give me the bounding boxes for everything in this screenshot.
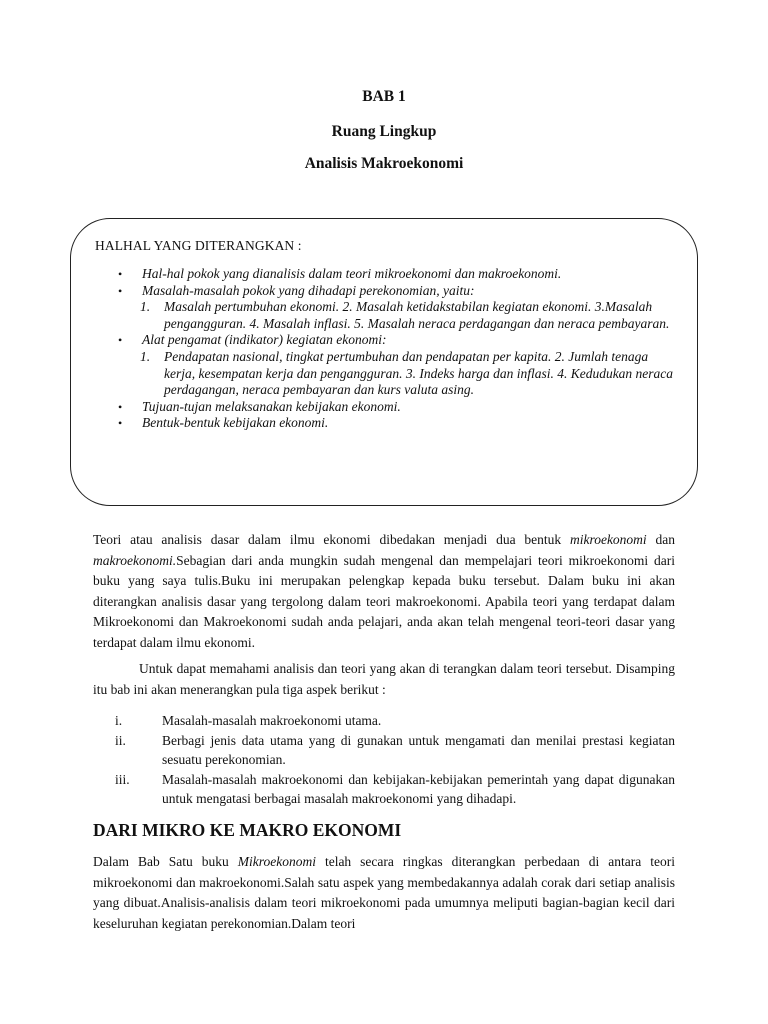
bullet-text: Masalah-masalah pokok yang dihadapi perekonomian, yaitu: <box>142 282 475 298</box>
bullet-icon: • <box>118 416 123 431</box>
bullet-item <box>118 332 674 349</box>
bullet-item <box>118 283 674 300</box>
summary-bullet-list <box>118 266 674 432</box>
sub-item-number: 1. <box>140 299 151 315</box>
bullet-text: Tujuan-tujan melaksanakan kebijakan ekonomi. <box>142 398 401 414</box>
bullet-item <box>118 415 674 432</box>
roman-list-item <box>93 731 675 770</box>
aspects-intro-paragraph: Untuk dapat memahami analisis dan teori yang akan di terangkan dalam teori tersebut. Disamping itu bab ini akan menerangkan pula tiga aspek berikut : <box>93 661 675 697</box>
sub-item-text: Masalah pertumbuhan ekonomi. 2. Masalah ketidakstabilan kegiatan ekonomi. 3.Masalah pengangguran. 4. Masalah inflasi. 5. Masalah neraca perdagangan dan neraca pembayaran. <box>164 299 670 331</box>
text-run: dan <box>646 532 675 547</box>
section-paragraph <box>93 852 675 934</box>
roman-list-item <box>93 711 675 731</box>
italic-term: makroekonomi. <box>93 552 177 568</box>
bullet-text: Bentuk-bentuk kebijakan ekonomi. <box>142 415 329 431</box>
bullet-icon: • <box>118 333 123 348</box>
text-run: telah secara ringkas diterangkan perbedaan di antara teori mikroekonomi dan makroekonomi.Salah satu aspek yang membedakannya adalah corak dari setiap analisis yang dibuat.Analisis-analisis dalam teori mikroekonomi pada umumnya meliputi bagian-bagian kecil dari keseluruhan kegiatan perekonomian.Dalam teori <box>93 854 676 931</box>
roman-numeral: ii. <box>115 732 126 748</box>
sub-item-text: Pendapatan nasional, tingkat pertumbuhan dan pendapatan per kapita. 2. Jumlah tenaga kerja, kesempatan kerja dan pengangguran. 3. Indeks harga dan inflasi. 4. Kedudukan neraca perdagangan, neraca pembayaran dan kurs valuta asing. <box>164 348 674 398</box>
bullet-icon: • <box>118 267 123 281</box>
chapter-number: BAB 1 <box>362 88 406 105</box>
section-heading: DARI MIKRO KE MAKRO EKONOMI <box>93 820 402 840</box>
roman-list-item <box>93 770 675 809</box>
bullet-icon: • <box>118 283 123 298</box>
numbered-sub-item <box>118 299 674 332</box>
bullet-item <box>118 399 674 416</box>
roman-numeral: i. <box>115 713 123 728</box>
roman-item-text: Berbagi jenis data utama yang di gunakan untuk mengamati dan menilai prestasi kegiatan sesuatu perekonomian. <box>162 732 675 767</box>
sub-item-number: 1. <box>140 348 151 364</box>
text-run: Dalam Bab Satu buku <box>93 854 238 869</box>
bullet-text: Alat pengamat (indikator) kegiatan ekonomi: <box>142 332 387 348</box>
summary-box-heading: HALHAL YANG DITERANGKAN : <box>95 238 302 253</box>
italic-term: Mikroekonomi <box>237 854 316 869</box>
text-run: Sebagian dari anda mungkin sudah mengenal dan mempelajari teori mikroekonomi dari buku yang saya tulis.Buku ini merupakan pelengkap kepada buku tersebut. Dalam buku ini akan diterangkan analisis dasar yang tergolong dalam teori makroekonomi. Apabila teori yang terdapat dalam Mikroekonomi dan Makroekonomi sudah anda pelajari, anda akan telah mengenal teori-teori dasar yang terdapat dalam ilmu ekonomi. <box>93 552 675 650</box>
text-run: Teori atau analisis dasar dalam ilmu ekonomi dibedakan menjadi dua bentuk <box>93 532 570 547</box>
roman-item-text: Masalah-masalah makroekonomi dan kebijakan-kebijakan pemerintah yang dapat digunakan untuk mengatasi berbagai masalah makroekonomi yang dihadapi. <box>162 771 675 806</box>
roman-item-text: Masalah-masalah makroekonomi utama. <box>162 713 382 728</box>
bullet-text: Hal-hal pokok yang dianalisis dalam teori mikroekonomi dan makroekonomi. <box>142 266 562 281</box>
roman-numeral-list <box>93 711 675 809</box>
chapter-title-line2: Analisis Makroekonomi <box>304 155 464 172</box>
bullet-icon: • <box>118 399 123 414</box>
chapter-title-line1: Ruang Lingkup <box>331 123 437 140</box>
roman-numeral: iii. <box>115 771 130 787</box>
numbered-sub-item <box>118 349 674 399</box>
intro-paragraph <box>93 530 675 653</box>
italic-term: mikroekonomi <box>569 532 647 547</box>
bullet-item <box>118 266 674 283</box>
